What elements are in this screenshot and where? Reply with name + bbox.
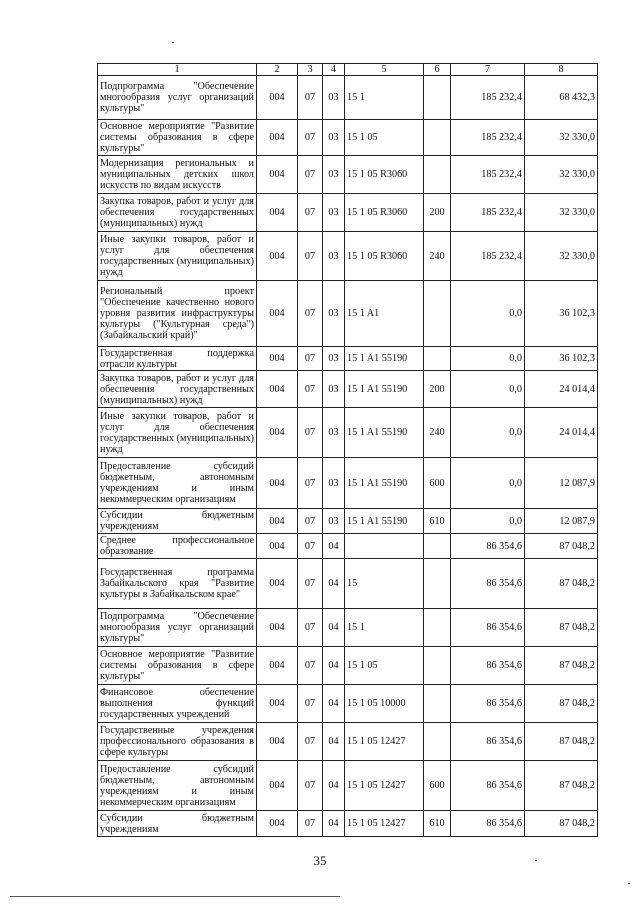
row-expense-type (424, 76, 451, 120)
table-row (98, 156, 598, 194)
table-row (98, 347, 598, 371)
header-cell-7: 7 (451, 64, 525, 76)
row-expense-type (424, 156, 451, 194)
row-name: Предоставление субсидий бюджетным, автономным учреждениям и иным некоммерческим организациям (98, 458, 257, 509)
row-amount-2: 24 014,4 (525, 408, 598, 458)
row-amount-2: 32 330,0 (525, 156, 598, 194)
table-row (98, 559, 598, 609)
row-ministry: 004 (257, 811, 298, 837)
row-name: Государственные учреждения профессионального образования в сфере культуры (98, 723, 257, 761)
row-target-article: 15 1 A1 55190 (345, 458, 424, 509)
row-expense-type: 610 (424, 509, 451, 534)
row-target-article: 15 1 05 R3060 (345, 194, 424, 232)
row-section: 07 (298, 761, 323, 811)
row-ministry: 004 (257, 408, 298, 458)
row-name: Финансовое обеспечение выполнения функций государственных учреждений (98, 685, 257, 723)
row-expense-type: 240 (424, 408, 451, 458)
row-expense-type (424, 559, 451, 609)
row-subsection: 03 (323, 371, 345, 408)
row-target-article: 15 1 (345, 76, 424, 120)
row-expense-type: 200 (424, 371, 451, 408)
budget-table (97, 63, 598, 837)
page-number: 35 (313, 853, 327, 868)
row-subsection: 04 (323, 609, 345, 647)
row-amount-1: 86 354,6 (451, 559, 525, 609)
row-ministry: 004 (257, 458, 298, 509)
table-row (98, 458, 598, 509)
row-expense-type (424, 609, 451, 647)
row-section: 07 (298, 76, 323, 120)
scan-speck (535, 860, 537, 861)
row-target-article: 15 1 05 12427 (345, 723, 424, 761)
row-name: Субсидии бюджетным учреждениям (98, 811, 257, 837)
row-name: Подпрограмма "Обеспечение многообразия услуг организаций культуры" (98, 609, 257, 647)
table-row (98, 408, 598, 458)
row-section: 07 (298, 559, 323, 609)
row-amount-1: 86 354,6 (451, 761, 525, 811)
row-subsection: 03 (323, 458, 345, 509)
row-section: 07 (298, 156, 323, 194)
row-target-article: 15 1 05 (345, 647, 424, 685)
row-subsection: 04 (323, 723, 345, 761)
row-section: 07 (298, 811, 323, 837)
row-amount-2: 32 330,0 (525, 120, 598, 156)
row-expense-type: 600 (424, 761, 451, 811)
row-subsection: 03 (323, 281, 345, 347)
row-expense-type (424, 120, 451, 156)
row-section: 07 (298, 458, 323, 509)
row-subsection: 03 (323, 120, 345, 156)
row-expense-type: 200 (424, 194, 451, 232)
row-amount-2: 87 048,2 (525, 534, 598, 559)
row-subsection: 03 (323, 232, 345, 281)
table-row (98, 609, 598, 647)
row-section: 07 (298, 120, 323, 156)
row-amount-2: 36 102,3 (525, 281, 598, 347)
row-amount-2: 87 048,2 (525, 811, 598, 837)
row-amount-1: 0,0 (451, 509, 525, 534)
row-amount-2: 87 048,2 (525, 647, 598, 685)
row-ministry: 004 (257, 281, 298, 347)
row-ministry: 004 (257, 347, 298, 371)
row-amount-2: 12 087,9 (525, 509, 598, 534)
row-ministry: 004 (257, 194, 298, 232)
row-target-article: 15 1 05 12427 (345, 811, 424, 837)
row-name: Модернизация региональных и муниципальных детских школ искусств по видам искусств (98, 156, 257, 194)
row-subsection: 03 (323, 408, 345, 458)
row-expense-type: 600 (424, 458, 451, 509)
row-expense-type (424, 685, 451, 723)
row-amount-1: 86 354,6 (451, 723, 525, 761)
row-amount-2: 32 330,0 (525, 194, 598, 232)
row-name: Среднее профессиональное образование (98, 534, 257, 559)
row-ministry: 004 (257, 509, 298, 534)
row-expense-type: 240 (424, 232, 451, 281)
row-expense-type (424, 347, 451, 371)
row-amount-1: 0,0 (451, 408, 525, 458)
row-subsection: 03 (323, 156, 345, 194)
row-amount-1: 185 232,4 (451, 76, 525, 120)
row-amount-2: 87 048,2 (525, 609, 598, 647)
row-subsection: 03 (323, 76, 345, 120)
row-ministry: 004 (257, 76, 298, 120)
table-row (98, 232, 598, 281)
row-ministry: 004 (257, 559, 298, 609)
row-target-article: 15 1 A1 55190 (345, 347, 424, 371)
footer-rule (10, 896, 340, 897)
table-row (98, 534, 598, 559)
table-row (98, 509, 598, 534)
row-ministry: 004 (257, 534, 298, 559)
row-subsection: 04 (323, 559, 345, 609)
row-subsection: 03 (323, 509, 345, 534)
table-row (98, 811, 598, 837)
row-target-article: 15 1 (345, 609, 424, 647)
row-ministry: 004 (257, 761, 298, 811)
row-section: 07 (298, 408, 323, 458)
row-amount-1: 0,0 (451, 347, 525, 371)
header-cell-6: 6 (424, 64, 451, 76)
row-ministry: 004 (257, 120, 298, 156)
scan-speck (628, 883, 630, 884)
row-section: 07 (298, 723, 323, 761)
row-expense-type (424, 647, 451, 685)
row-name: Иные закупки товаров, работ и услуг для обеспечения государственных (муниципальных) нужд (98, 232, 257, 281)
table-row (98, 761, 598, 811)
row-subsection: 03 (323, 347, 345, 371)
row-amount-1: 0,0 (451, 458, 525, 509)
row-amount-1: 185 232,4 (451, 194, 525, 232)
table-row (98, 76, 598, 120)
row-name: Основное мероприятие "Развитие системы образования в сфере культуры" (98, 120, 257, 156)
row-amount-2: 87 048,2 (525, 559, 598, 609)
table-row (98, 647, 598, 685)
row-section: 07 (298, 347, 323, 371)
row-expense-type (424, 281, 451, 347)
row-name: Подпрограмма "Обеспечение многообразия услуг организаций культуры" (98, 76, 257, 120)
row-subsection: 04 (323, 647, 345, 685)
row-section: 07 (298, 685, 323, 723)
row-target-article: 15 (345, 559, 424, 609)
row-ministry: 004 (257, 232, 298, 281)
row-name: Региональный проект "Обеспечение качественно нового уровня развития инфраструктуры культуры ("Культурная среда") (Забайкальский край)" (98, 281, 257, 347)
row-amount-2: 36 102,3 (525, 347, 598, 371)
row-amount-2: 87 048,2 (525, 685, 598, 723)
row-amount-1: 0,0 (451, 281, 525, 347)
row-target-article: 15 1 A1 55190 (345, 509, 424, 534)
row-name: Государственная поддержка отрасли культуры (98, 347, 257, 371)
row-name: Государственная программа Забайкальского края "Развитие культуры в Забайкальском крае" (98, 559, 257, 609)
row-amount-2: 68 432,3 (525, 76, 598, 120)
row-subsection: 04 (323, 761, 345, 811)
row-section: 07 (298, 509, 323, 534)
table-row (98, 120, 598, 156)
row-section: 07 (298, 609, 323, 647)
row-ministry: 004 (257, 723, 298, 761)
row-amount-1: 86 354,6 (451, 685, 525, 723)
header-cell-5: 5 (345, 64, 424, 76)
row-name: Основное мероприятие "Развитие системы образования в сфере культуры" (98, 647, 257, 685)
row-target-article: 15 1 A1 55190 (345, 371, 424, 408)
row-target-article: 15 1 05 R3060 (345, 156, 424, 194)
row-name: Предоставление субсидий бюджетным, автономным учреждениям и иным некоммерческим организациям (98, 761, 257, 811)
row-target-article: 15 1 A1 (345, 281, 424, 347)
row-target-article (345, 534, 424, 559)
row-amount-1: 185 232,4 (451, 232, 525, 281)
header-cell-3: 3 (298, 64, 323, 76)
row-amount-1: 86 354,6 (451, 609, 525, 647)
row-ministry: 004 (257, 156, 298, 194)
row-section: 07 (298, 194, 323, 232)
row-target-article: 15 1 05 R3060 (345, 232, 424, 281)
table-row (98, 723, 598, 761)
row-amount-2: 24 014,4 (525, 371, 598, 408)
row-section: 07 (298, 647, 323, 685)
header-row (98, 64, 598, 76)
row-section: 07 (298, 371, 323, 408)
row-target-article: 15 1 05 10000 (345, 685, 424, 723)
row-amount-1: 185 232,4 (451, 156, 525, 194)
row-amount-2: 87 048,2 (525, 761, 598, 811)
row-name: Закупка товаров, работ и услуг для обеспечения государственных (муниципальных) нужд (98, 194, 257, 232)
row-section: 07 (298, 534, 323, 559)
row-name: Иные закупки товаров, работ и услуг для обеспечения государственных (муниципальных) нужд (98, 408, 257, 458)
header-cell-1: 1 (98, 64, 257, 76)
row-subsection: 04 (323, 811, 345, 837)
row-name: Закупка товаров, работ и услуг для обеспечения государственных (муниципальных) нужд (98, 371, 257, 408)
table-row (98, 281, 598, 347)
row-amount-2: 12 087,9 (525, 458, 598, 509)
table-row (98, 685, 598, 723)
row-section: 07 (298, 281, 323, 347)
row-ministry: 004 (257, 685, 298, 723)
row-amount-1: 185 232,4 (451, 120, 525, 156)
table-row (98, 194, 598, 232)
header-cell-2: 2 (257, 64, 298, 76)
row-amount-1: 0,0 (451, 371, 525, 408)
header-cell-8: 8 (525, 64, 598, 76)
row-subsection: 04 (323, 685, 345, 723)
row-expense-type (424, 534, 451, 559)
row-target-article: 15 1 05 (345, 120, 424, 156)
header-cell-4: 4 (323, 64, 345, 76)
scan-speck (172, 42, 174, 43)
row-amount-1: 86 354,6 (451, 647, 525, 685)
row-section: 07 (298, 232, 323, 281)
row-ministry: 004 (257, 609, 298, 647)
row-amount-2: 87 048,2 (525, 723, 598, 761)
row-amount-1: 86 354,6 (451, 534, 525, 559)
row-expense-type: 610 (424, 811, 451, 837)
row-subsection: 03 (323, 194, 345, 232)
row-name: Субсидии бюджетным учреждениям (98, 509, 257, 534)
row-expense-type (424, 723, 451, 761)
row-amount-2: 32 330,0 (525, 232, 598, 281)
row-amount-1: 86 354,6 (451, 811, 525, 837)
row-ministry: 004 (257, 647, 298, 685)
table-row (98, 371, 598, 408)
row-target-article: 15 1 05 12427 (345, 761, 424, 811)
row-target-article: 15 1 A1 55190 (345, 408, 424, 458)
row-ministry: 004 (257, 371, 298, 408)
row-subsection: 04 (323, 534, 345, 559)
